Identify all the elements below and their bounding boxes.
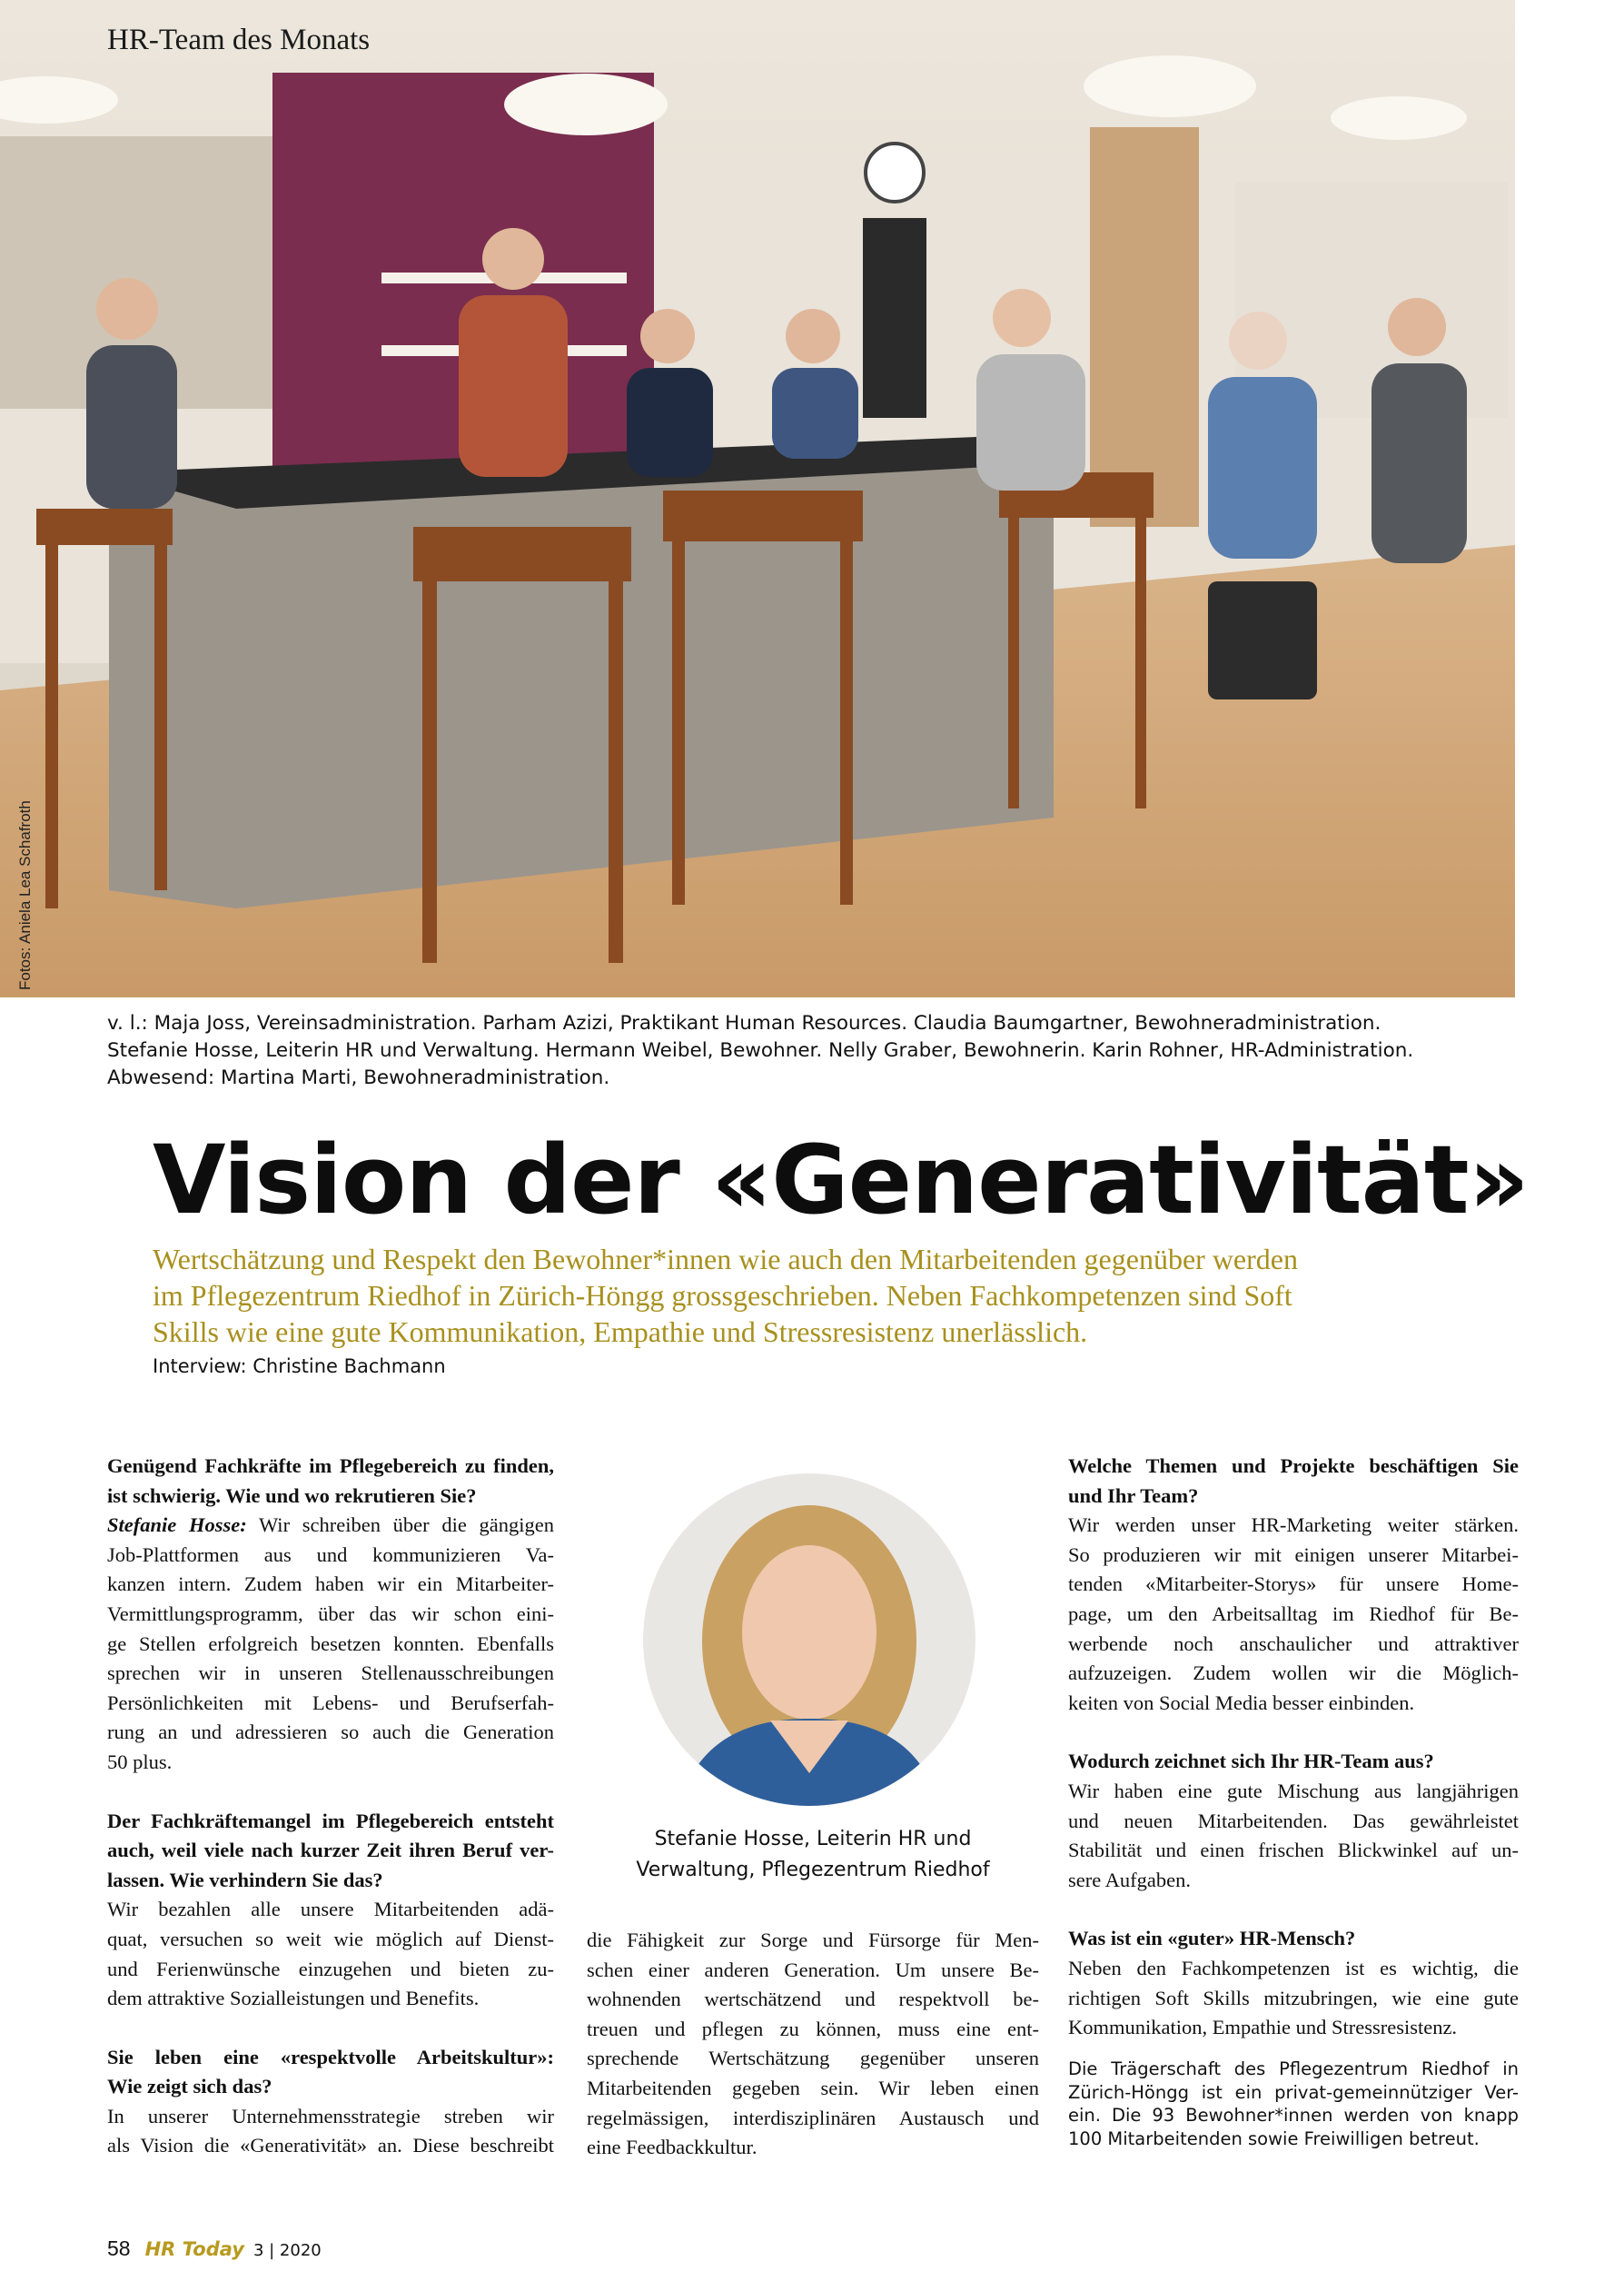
answer-line: Wir bezahlen alle unsere Mitarbeitenden adä- <box>107 1898 554 1921</box>
answer-line: und Ferienwünsche einzugehen und bieten zu- <box>107 1957 554 1980</box>
answer-text: Wir schreiben über die gängigen <box>246 1513 554 1537</box>
info-line: Zürich-Höngg ist ein privat-gemeinnütziger Ver- <box>1068 2081 1519 2103</box>
question-line: Der Fachkräftemangel im Pflegebereich entsteht <box>107 1809 554 1832</box>
answer-line: treuen und pflegen zu können, muss eine ent- <box>587 2017 1039 2040</box>
info-box <box>1068 2058 1519 2150</box>
answer-line: tenden «Mitarbeiter-Storys» für unsere Home- <box>1068 1572 1519 1596</box>
caption-line: v. l.: Maja Joss, Vereinsadministration. Parham Azizi, Praktikant Human Resources. Claudia Baumgartner, Bewohneradministration. <box>107 1012 1381 1035</box>
article-headline: Vision der «Generativität» <box>153 1125 1529 1235</box>
answer-line: eine Feedbackkultur. <box>587 2136 758 2159</box>
photo-caption <box>107 1010 1506 1092</box>
answer-line: als Vision die «Generativität» an. Diese beschreibt <box>107 2134 554 2157</box>
info-line: ein. Die 93 Bewohner*innen werden von knapp <box>1068 2105 1519 2126</box>
answer-line: und neuen Mitarbeitenden. Das gewährleistet <box>1068 1809 1519 1832</box>
answer-line: sere Aufgaben. <box>1068 1868 1191 1891</box>
answer-line: In unserer Unternehmensstrategie streben wir <box>107 2104 554 2127</box>
answer-line: sprechende Wertschätzung gegenüber unseren <box>587 2047 1039 2070</box>
photo-credit: Fotos: Aniela Lea Schafroth <box>16 800 34 990</box>
answer-line: schen einer anderen Generation. Um unsere Be- <box>587 1958 1039 1981</box>
article-byline: Interview: Christine Bachmann <box>153 1355 446 1377</box>
caption-line: Stefanie Hosse, Leiterin HR und Verwaltung. Hermann Weibel, Bewohner. Nelly Graber, Bewohnerin. Karin Rohner, HR-Administration. <box>107 1039 1414 1062</box>
question-line: Wie zeigt sich das? <box>107 2075 272 2098</box>
answer-line: Mitarbeitenden gegeben sein. Wir leben einen <box>587 2076 1039 2099</box>
answer-line: ge Stellen erfolgreich besetzen konnten. Ebenfalls <box>107 1631 554 1655</box>
issue-number: 3 | 2020 <box>253 2241 322 2260</box>
answer-line: Stabilität und einen frischen Blickwinkel auf un- <box>1068 1839 1519 1862</box>
info-line: Die Trägerschaft des Pflegezentrum Riedhof in <box>1068 2058 1519 2079</box>
answer-line: sprechen wir in unseren Stellenausschreibungen <box>107 1661 554 1685</box>
page-footer <box>107 2236 322 2261</box>
article-lead <box>153 1241 1442 1350</box>
answer-line <box>107 1511 554 1541</box>
answer-line: werbende noch anschaulicher und attraktiver <box>1068 1631 1519 1655</box>
question-line: lassen. Wie verhindern Sie das? <box>107 1868 383 1891</box>
section-label: HR-Team des Monats <box>107 24 371 56</box>
answer-line: Neben den Fachkompetenzen ist es wichtig, die <box>1068 1956 1519 1979</box>
answer-line: Kommunikation, Empathie und Stressresistenz. <box>1068 2016 1458 2039</box>
answer-line: aufzuzeigen. Zudem wollen wir die Möglich- <box>1068 1661 1519 1685</box>
answer-line: So produzieren wir mit einigen unserer Mitarbei- <box>1068 1542 1519 1566</box>
answer-line: Vermittlungsprogramm, über das wir schon eini- <box>107 1602 554 1625</box>
question-line: und Ihr Team? <box>1068 1483 1199 1507</box>
answer-line: 50 plus. <box>107 1750 173 1773</box>
portrait-photo <box>643 1473 975 1806</box>
info-line: 100 Mitarbeitenden sowie Freiwilligen betreut. <box>1068 2127 1480 2149</box>
question-line: Welche Themen und Projekte beschäftigen Sie <box>1068 1454 1519 1477</box>
answer-line: wohnenden wertschätzend und respektvoll be- <box>587 1988 1039 2011</box>
magazine-logo: HR Today <box>144 2238 244 2260</box>
question-line: auch, weil viele nach kurzer Zeit ihren Beruf ver- <box>107 1839 554 1862</box>
caption-line: Abwesend: Martina Marti, Bewohneradministration. <box>107 1066 610 1089</box>
answer-line: rung an und adressieren so auch die Generation <box>107 1721 554 1744</box>
text-column-3 <box>1068 1452 1519 2043</box>
question-line: ist schwierig. Wie und wo rekrutieren Sie? <box>107 1483 477 1507</box>
page-number: 58 <box>107 2236 131 2260</box>
answer-line: Wir werden unser HR-Marketing weiter stärken. <box>1068 1513 1519 1537</box>
question-line: Wodurch zeichnet sich Ihr HR-Team aus? <box>1068 1750 1434 1773</box>
lead-line: im Pflegezentrum Riedhof in Zürich-Höngg grossgeschrieben. Neben Fachkompetenzen sind Soft <box>153 1279 1292 1312</box>
lead-line: Wertschätzung und Respekt den Bewohner*innen wie auch den Mitarbeitenden gegenüber werden <box>153 1243 1298 1275</box>
answer-line: Wir haben eine gute Mischung aus langjährigen <box>1068 1779 1519 1802</box>
answer-line: page, um den Arbeitsalltag im Riedhof für Be- <box>1068 1602 1519 1625</box>
answer-line: richtigen Soft Skills mitzubringen, wie eine gute <box>1068 1986 1519 2009</box>
portrait-caption-line: Stefanie Hosse, Leiterin HR und <box>654 1828 972 1850</box>
answer-line: dem attraktive Sozialleistungen und Benefits. <box>107 1987 480 2010</box>
answer-line: kanzen intern. Zudem haben wir ein Mitarbeiter- <box>107 1572 554 1596</box>
question-line: Was ist ein «guter» HR-Mensch? <box>1068 1927 1356 1950</box>
text-column-2 <box>587 1926 1039 2163</box>
answer-line: Persönlichkeiten mit Lebens- und Berufserfah- <box>107 1691 554 1714</box>
team-photo <box>0 0 1515 997</box>
lead-line: Skills wie eine gute Kommunikation, Empathie und Stressresistenz unerlässlich. <box>153 1315 1088 1348</box>
answer-line: regelmässigen, interdisziplinären Austausch und <box>587 2106 1039 2129</box>
question-line: Genügend Fachkräfte im Pflegebereich zu finden, <box>107 1454 554 1477</box>
answer-line: Job-Plattformen aus und kommunizieren Va- <box>107 1542 554 1566</box>
portrait-caption <box>587 1824 1039 1886</box>
speaker-name: Stefanie Hosse: <box>107 1513 247 1537</box>
answer-line: die Fähigkeit zur Sorge und Fürsorge für Men- <box>587 1929 1039 1951</box>
text-column-1 <box>107 1452 554 2161</box>
answer-line: keiten von Social Media besser einbinden. <box>1068 1691 1415 1714</box>
question-line: Sie leben eine «respektvolle Arbeitskultur»: <box>107 2045 554 2068</box>
answer-line: quat, versuchen so weit wie möglich auf Dienst- <box>107 1927 554 1950</box>
portrait-caption-line: Verwaltung, Pflegezentrum Riedhof <box>636 1859 990 1881</box>
